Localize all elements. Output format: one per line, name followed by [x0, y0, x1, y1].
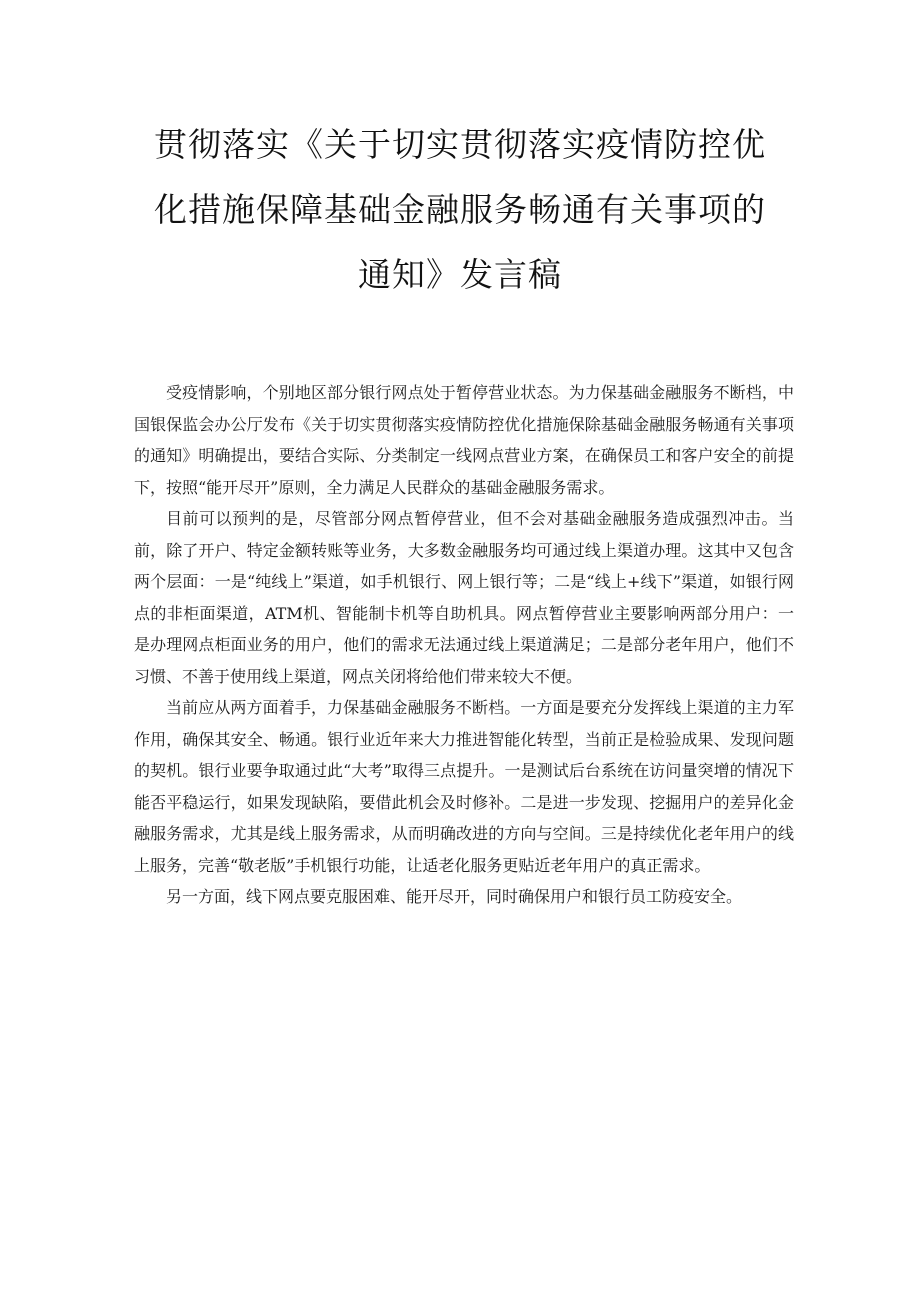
title-line-3: 通知》发言稿: [358, 255, 562, 294]
title-line-1: 贯彻落实《关于切实贯彻落实疫情防控优: [154, 125, 766, 164]
document-body: [134, 377, 794, 913]
paragraph-2: 目前可以预判的是，尽管部分网点暂停营业，但不会对基础金融服务造成强烈冲击。当前，除了开户、特定金额转账等业务，大多数金融服务均可通过线上渠道办理。这其中又包含两个层面：一是“纯线上”渠道，如手机银行、网上银行等；二是“线上+线下”渠道，如银行网点的非柜面渠道，ATM机、智能制卡机等自助机具。网点暂停营业主要影响两部分用户：一是办理网点柜面业务的用户，他们的需求无法通过线上渠道满足；二是部分老年用户，他们不习惯、不善于使用线上渠道，网点关闭将给他们带来较大不便。: [134, 509, 794, 686]
document-title: [140, 112, 780, 307]
paragraph-3: 当前应从两方面着手，力保基础金融服务不断档。一方面是要充分发挥线上渠道的主力军作用，确保其安全、畅通。银行业近年来大力推进智能化转型，当前正是检验成果、发现问题的契机。银行业要争取通过此“大考”取得三点提升。一是测试后台系统在访问量突增的情况下能否平稳运行，如果发现缺陷，要借此机会及时修补。二是进一步发现、挖掘用户的差异化金融服务需求，尤其是线上服务需求，从而明确改进的方向与空间。三是持续优化老年用户的线上服务，完善“敬老版”手机银行功能，让适老化服务更贴近老年用户的真正需求。: [134, 698, 794, 875]
paragraph-1: 受疫情影响，个别地区部分银行网点处于暂停营业状态。为力保基础金融服务不断档，中国银保监会办公厅发布《关于切实贯彻落实疫情防控优化措施保除基础金融服务畅通有关事项的通知》明确提出，要结合实际、分类制定一线网点营业方案，在确保员工和客户安全的前提下，按照“能开尽开”原则，全力满足人民群众的基础金融服务需求。: [134, 383, 794, 497]
title-line-2: 化措施保障基础金融服务畅通有关事项的: [154, 190, 766, 229]
paragraph-4: 另一方面，线下网点要克服困难、能开尽开，同时确保用户和银行员工防疫安全。: [166, 887, 743, 906]
